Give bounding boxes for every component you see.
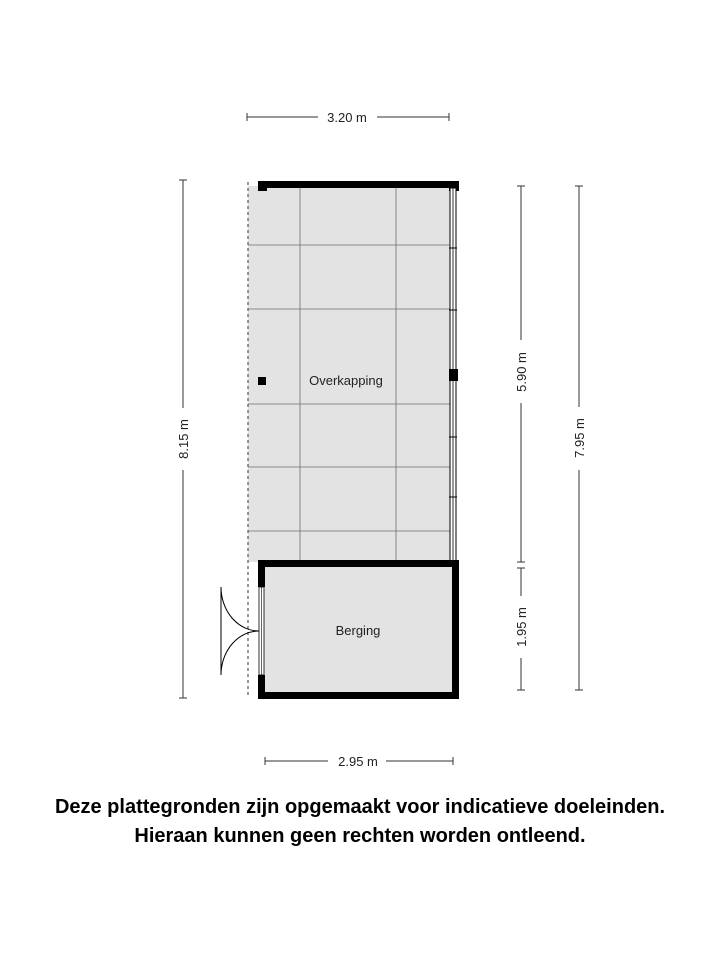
top-wall [258, 181, 459, 188]
dimension-right-upper-label: 5.90 m [514, 352, 529, 392]
dimension-left-label: 8.15 m [176, 419, 191, 459]
room-label-berging: Berging [335, 623, 381, 638]
dimension-right-lower-label: 1.95 m [514, 607, 529, 647]
dimension-bottom-label: 2.95 m [338, 754, 378, 769]
dimension-right-total-label: 7.95 m [572, 418, 587, 458]
disclaimer-line-1: Deze plattegronden zijn opgemaakt voor indicatieve doeleinden. [54, 796, 666, 818]
column-middle-left [258, 377, 266, 385]
room-label-overkapping: Overkapping [309, 373, 383, 388]
disclaimer-line-2: Hieraan kunnen geen rechten worden ontleend. [134, 825, 586, 847]
right-window-wall [449, 188, 458, 562]
dimension-top-label: 3.20 m [327, 110, 367, 125]
double-door [221, 587, 259, 675]
column-top-left [258, 181, 267, 191]
